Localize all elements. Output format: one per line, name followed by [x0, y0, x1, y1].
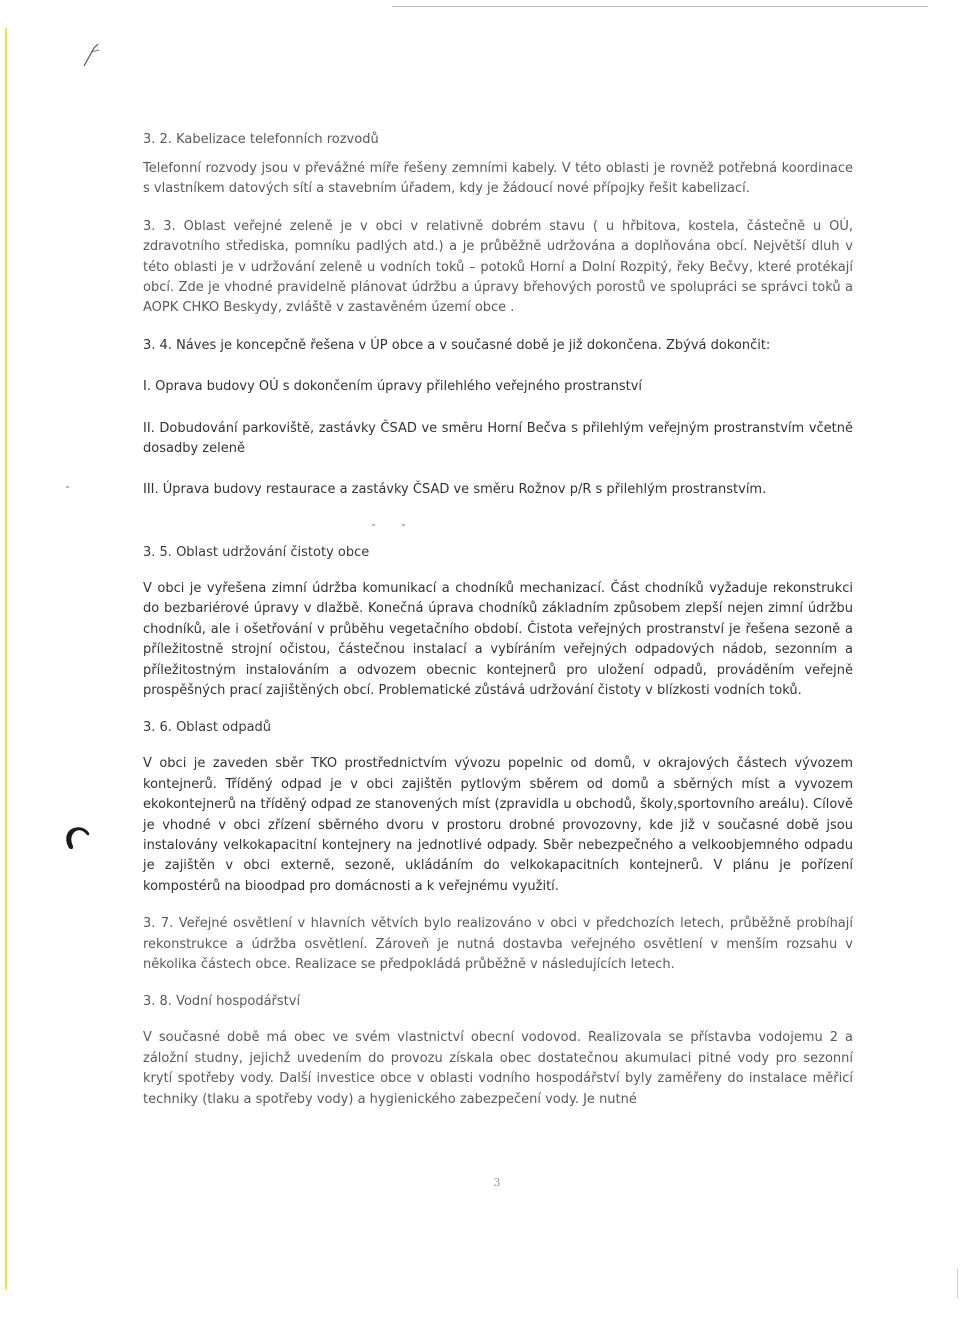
section-paragraph: 3. 3. Oblast veřejné zeleně je v obci v relativně dobrém stavu ( u hřbitova, kostela, částečně u OÚ, zdravotního střediska, pomníku padlých atd.) a je průběžně udržována a doplňována obcí. Největší dluh v této oblasti je v udržování zeleně u vodních toků – potoků Horní a Dolní Rozpitý, řeky Bečvy, které protékají obcí. Zde je vhodné pravidelně plánovat údržbu a úpravy břehových porostů ve spolupráci se správci toků a AOPK CHKO Beskydy, zvláště v zastavěném území obce .: [143, 218, 853, 316]
scan-speck: [66, 486, 69, 488]
list-item: I. Oprava budovy OÚ s dokončením úpravy přilehlého veřejného prostranství: [143, 379, 643, 395]
section-heading: 3. 2. Kabelizace telefonních rozvodů: [143, 132, 379, 147]
section-heading: 3. 5. Oblast udržování čistoty obce: [143, 544, 370, 560]
section-heading: 3. 8. Vodní hospodářství: [143, 994, 301, 1010]
pen-mark-icon: [80, 42, 102, 68]
section-paragraph: V obci je vyřešena zimní údržba komunikací a chodníků mechanizací. Část chodníků vyžaduje rekonstrukci do bezbariérové úpravy v dlažbě. Konečná úprava chodníků základním způsobem zlepší nejen zimní údržbu chodníků, ale i ošetřování v průběhu vegetačního období. Čistota veřejných prostranství je řešena sezoně a příležitostně strojní očistou, částečnou instalací a vybíráním veřejných odpadových nádob, sezonním a příležitostným instalováním a odvozem obecnic kontejnerů pro uložení odpadů, prováděním veřejně prospěšných prací zajištěných obcí. Problematické zůstává udržování čistoty v blízkosti vodních toků.: [143, 580, 853, 698]
section-water-management: [143, 992, 853, 1110]
section-public-greenery: [143, 217, 853, 319]
section-paragraph: V obci je zaveden sběr TKO prostřednictvím vývozu popelnic od domů, v okrajových částech vývozem kontejnerů. Tříděný odpad je v obci zajištěn pytlovým sběrem od domů a sběrných míst a vyvozem ekokontejnerů na tříděný odpad ze stanovených míst (zpravidla u obchodů, školy,sportovního areálu). Cílově je vhodné v obci zřízení sběrného dvoru v prostoru drobné provozovny, kde již v současné době jsou instalovány velkokapacitní kontejnery na jednotlivé odpady. Sběr nebezpečného a velkoobjemného odpadu je zajištěn v obci externě, sezoně, ukládáním do velkokapacitních kontejnerů. V plánu je pořízení kompostérů na bioodpad pro domácnosti a k veřejnému využití.: [143, 756, 853, 894]
list-item: III. Úprava budovy restaurace a zastávky ČSAD ve směru Rožnov p/R s přilehlým prostranstvím.: [143, 482, 767, 498]
section-public-lighting: [143, 914, 853, 975]
section-cleanliness: [143, 543, 853, 701]
section-waste: [143, 718, 853, 897]
left-scan-edge: [5, 28, 7, 1290]
punch-hole-mark-icon: [60, 822, 94, 852]
right-scan-edge: [957, 1268, 958, 1298]
section-paragraph: Telefonní rozvody jsou v převážné míře řešeny zemními kabely. V této oblasti je rovněž potřebná koordinace s vlastníkem datových sítí a stavebním úřadem, kdy je žádoucí nové přípojky řešit kabelizací.: [143, 161, 853, 197]
section-paragraph: 3. 4. Náves je koncepčně řešena v ÚP obce a v současné době je již dokončena. Zbývá dokončit:: [143, 337, 771, 353]
section-telephone-cabling: [143, 130, 853, 200]
section-paragraph: 3. 7. Veřejné osvětlení v hlavních větvích bylo realizováno v obci v předchozích letech, průběžně probíhají rekonstrukce a údržba osvětlení. Zároveň je nutná dostavba veřejného osvětlení v menším rozsahu v několika částech obce. Realizace se předpokládá průběžně v následujících letech.: [143, 916, 853, 972]
list-item: II. Dobudování parkoviště, zastávky ČSAD ve směru Horní Bečva s přilehlým veřejným prostranstvím včetně dosadby zeleně: [143, 420, 853, 457]
document-body: [143, 130, 853, 1110]
section-heading: 3. 6. Oblast odpadů: [143, 720, 272, 736]
section-village-square: [143, 336, 853, 501]
top-rule-line: [392, 6, 928, 7]
section-paragraph: V současné době má obec ve svém vlastnictví obecní vodovod. Realizovala se přístavba vodojemu 2 a záložní studny, jejichž uvedením do provozu získala obec dostatečnou akumulaci pitné vody pro sezonní krytí spotřeby vody. Další investice obce v oblasti vodního hospodářství byly zaměřeny do instalace měřicí techniky (tlaku a spotřeby vody) a hygienického zabezpečení vody. Je nutné: [143, 1030, 853, 1107]
page-number: 3: [493, 1176, 501, 1189]
